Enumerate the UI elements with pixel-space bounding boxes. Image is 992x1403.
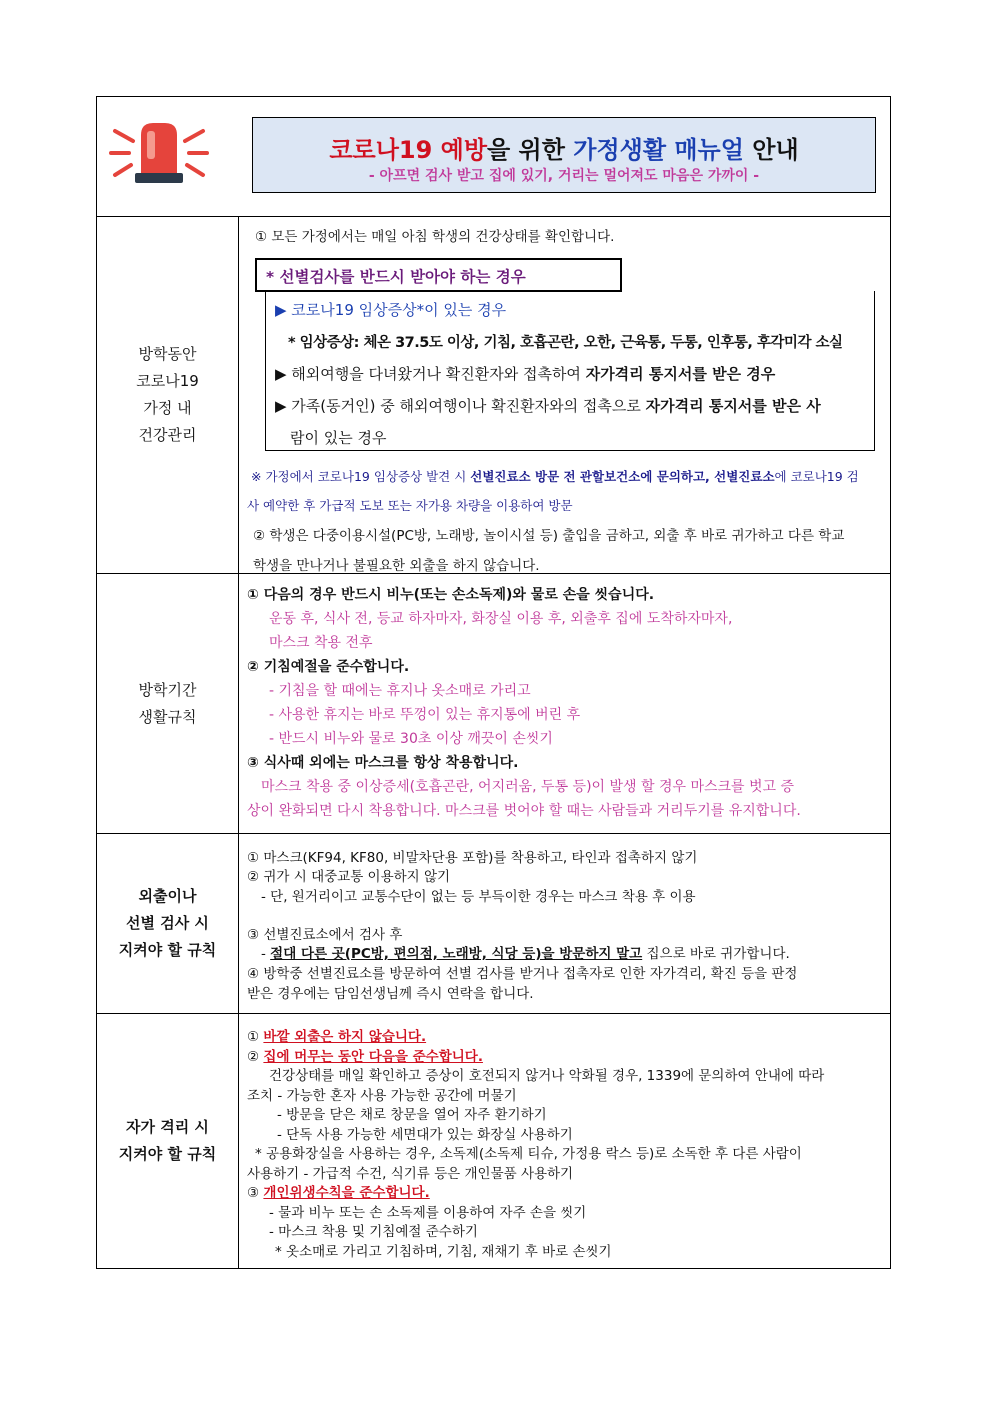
text-line: ② 귀가 시 대중교통 이용하지 않기 xyxy=(247,869,451,885)
section-content xyxy=(239,1014,890,1268)
text-part: 자가격리 통지서를 받은 사 xyxy=(645,397,821,415)
section-label xyxy=(97,217,239,573)
text-line: ③ 선별진료소에서 검사 후 xyxy=(247,927,403,943)
siren-icon xyxy=(107,117,211,187)
text-line: 운동 후, 식사 전, 등교 하자마자, 화장실 이용 후, 외출후 집에 도착하자마자, xyxy=(269,611,733,627)
manual-table xyxy=(96,96,891,1269)
text-line: ② 기침예절을 준수합니다. xyxy=(247,659,410,675)
label-line: 건강관리 xyxy=(138,426,197,444)
section-content xyxy=(239,217,890,573)
text-line: 건강상태를 매일 확인하고 증상이 호전되지 않거나 악화될 경우, 1339에 문의하여 안내에 따라 xyxy=(269,1068,825,1084)
text-line: - 단, 원거리이고 교통수단이 없는 등 부득이한 경우는 마스크 착용 후 이용 xyxy=(261,889,696,905)
text-line: - 물과 비누 또는 손 소독제를 이용하여 자주 손을 씻기 xyxy=(269,1205,587,1221)
text-line: ① 마스크(KF94, KF80, 비말차단용 포함)를 착용하고, 타인과 접촉하지 않기 xyxy=(247,850,698,866)
label-line: 코로나19 xyxy=(136,372,199,390)
text-line: * 공용화장실을 사용하는 경우, 소독제(소독제 티슈, 가정용 락스 등)로 소독한 후 다른 사람이 xyxy=(255,1146,802,1162)
section-self-quarantine-rules xyxy=(97,1014,890,1268)
section-label xyxy=(97,834,239,1013)
text-part: 에 코로나19 검 xyxy=(774,469,859,484)
text-part: ※ 가정에서 코로나19 임상증상 발견 시 xyxy=(251,469,471,484)
label-line: 방학기간 xyxy=(138,680,197,699)
text-line: 조치 - 가능한 혼자 사용 가능한 공간에 머물기 xyxy=(247,1088,517,1104)
page-subtitle: - 아프면 검사 받고 집에 있기, 거리는 멀어져도 마음은 가까이 - xyxy=(368,168,760,184)
label-line: 지켜야 할 규칙 xyxy=(118,941,217,959)
text-line: 받은 경우에는 담임선생님께 즉시 연락을 합니다. xyxy=(247,986,534,1002)
text-line: 학생을 만나거나 불필요한 외출을 하지 않습니다. xyxy=(253,558,540,574)
section-content xyxy=(239,834,890,1013)
text-part: 집으로 바로 귀가합니다. xyxy=(642,946,790,962)
title-part: 코로나19 xyxy=(329,136,441,164)
text-line: * 옷소매로 가리고 기침하며, 기침, 재채기 후 바로 손씻기 xyxy=(275,1244,612,1260)
section-content xyxy=(239,574,890,833)
section-label xyxy=(97,574,239,833)
label-line: 선별 검사 시 xyxy=(126,914,209,932)
text-line: ③ 식사때 외에는 마스크를 항상 착용합니다. xyxy=(247,755,519,771)
section-outing-rules xyxy=(97,834,890,1014)
text-line: 마스크 착용 전후 xyxy=(269,635,373,651)
title-part: 가정생활 xyxy=(573,136,675,164)
text-line: - 단독 사용 가능한 세면대가 있는 화장실 사용하기 xyxy=(277,1127,573,1143)
section-daily-rules xyxy=(97,574,890,834)
text-line: - 방문을 닫은 채로 창문을 열어 자주 환기하기 xyxy=(277,1107,547,1123)
label-line: 생활규칙 xyxy=(138,707,197,726)
section-health-management xyxy=(97,217,890,574)
text-line: ▶ 코로나19 임상증상*이 있는 경우 xyxy=(275,301,507,319)
title-part: 예방 xyxy=(440,136,488,164)
label-line: 가정 내 xyxy=(143,399,192,417)
text-part: ③ xyxy=(247,1185,264,1201)
text-part: 개인위생수칙을 준수합니다. xyxy=(263,1185,430,1201)
text-line: ① 모든 가정에서는 매일 아침 학생의 건강상태를 확인합니다. xyxy=(255,229,615,245)
text-part: 절대 다른 곳(PC방, 편의점, 노래방, 식당 등)을 방문하지 말고 xyxy=(270,946,643,962)
label-line: 자가 격리 시 xyxy=(126,1118,209,1136)
text-part: 선별진료소 방문 전 관할보건소에 문의하고, 선별진료소 xyxy=(470,469,775,484)
text-line: - 마스크 착용 및 기침예절 준수하기 xyxy=(269,1224,478,1240)
title-box xyxy=(252,117,876,193)
text-line: - 반드시 비누와 물로 30초 이상 깨끗이 손씻기 xyxy=(269,731,553,747)
text-part: 바깥 외출은 하지 않습니다. xyxy=(263,1029,427,1045)
text-line: 마스크 착용 중 이상증세(호흡곤란, 어지러움, 두통 등)이 발생 할 경우 마스크를 벗고 증 xyxy=(261,779,795,795)
text-part: 집에 머무는 동안 다음을 준수합니다. xyxy=(263,1049,483,1065)
text-line: - 기침을 할 때에는 휴지나 옷소매로 가리고 xyxy=(269,683,531,699)
text-part: 자가격리 통지서를 받은 경우 xyxy=(585,365,776,383)
text-line: 상이 완화되면 다시 착용합니다. 마스크를 벗어야 할 때는 사람들과 거리두기를 유지합니다. xyxy=(247,803,801,819)
title-part: 매뉴얼 xyxy=(674,136,744,164)
text-line: 사용하기 - 가급적 수건, 식기류 등은 개인물품 사용하기 xyxy=(247,1166,574,1182)
label-line: 방학동안 xyxy=(138,345,197,363)
text-line: * 임상증상: 체온 37.5도 이상, 기침, 호흡곤란, 오한, 근육통, 두통, 인후통, 후각미각 소실 xyxy=(288,335,843,351)
text-line: 람이 있는 경우 xyxy=(290,429,387,447)
label-line: 외출이나 xyxy=(138,887,197,905)
text-part: ① xyxy=(247,1029,264,1045)
title-part: 을 위한 xyxy=(487,136,574,164)
text-line: 사 예약한 후 가급적 도보 또는 자가용 차량을 이용하여 방문 xyxy=(247,498,573,513)
label-line: 지켜야 할 규칙 xyxy=(118,1145,217,1163)
text-part: ② xyxy=(247,1049,264,1065)
page-title xyxy=(253,130,875,165)
title-part: 안내 xyxy=(743,136,799,164)
text-part: ▶ 가족(동거인) 중 해외여행이나 확진환자와의 접촉으로 xyxy=(275,397,646,415)
text-part: - xyxy=(261,946,271,962)
header-row xyxy=(97,97,890,217)
text-line: ④ 방학중 선별진료소를 방문하여 선별 검사를 받거나 접촉자로 인한 자가격리, 확진 등을 판정 xyxy=(247,966,798,982)
screening-box-title xyxy=(255,258,622,292)
text-line: ① 다음의 경우 반드시 비누(또는 손소독제)와 물로 손을 씻습니다. xyxy=(247,587,655,603)
box-title: * 선별검사를 반드시 받아야 하는 경우 xyxy=(266,268,526,286)
text-line: - 사용한 휴지는 바로 뚜껑이 있는 휴지통에 버린 후 xyxy=(269,707,581,723)
section-label xyxy=(97,1014,239,1268)
screening-box xyxy=(265,291,875,451)
text-line: ② 학생은 다중이용시설(PC방, 노래방, 놀이시설 등) 출입을 금하고, 외출 후 바로 귀가하고 다른 학교 xyxy=(253,528,845,544)
text-part: ▶ 해외여행을 다녀왔거나 확진환자와 접촉하여 xyxy=(275,365,586,383)
